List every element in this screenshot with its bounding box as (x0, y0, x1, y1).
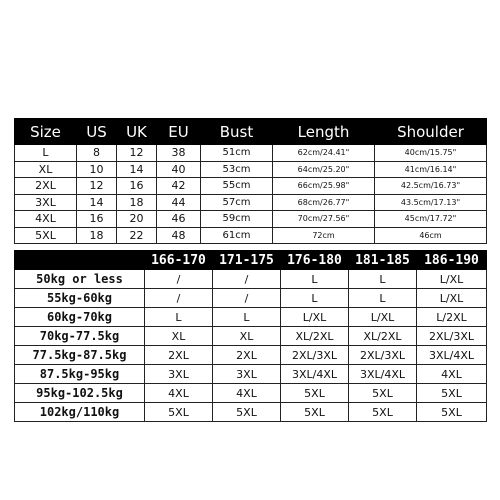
table-cell: 43.5cm/17.13" (375, 194, 487, 211)
table-cell: 2XL/3XL (417, 327, 487, 346)
table-row (15, 145, 487, 162)
weight-cell: 87.5kg-95kg (15, 365, 145, 384)
header-cell: 186-190 (417, 251, 487, 270)
size-chart-header-row (15, 119, 487, 145)
table-cell: 55cm (201, 178, 273, 195)
table-cell: XL (145, 327, 213, 346)
table-cell: 40 (157, 161, 201, 178)
table-row (15, 178, 487, 195)
table-cell: 41cm/16.14" (375, 161, 487, 178)
table-cell: 12 (117, 145, 157, 162)
table-cell: / (145, 289, 213, 308)
table-cell: 46cm (375, 227, 487, 244)
table-cell: 66cm/25.98" (273, 178, 375, 195)
size-chart-table (14, 118, 487, 244)
table-cell: 40cm/15.75" (375, 145, 487, 162)
table-row (15, 384, 487, 403)
header-cell: 176-180 (281, 251, 349, 270)
table-cell: 72cm (273, 227, 375, 244)
table-cell: 2XL/3XL (349, 346, 417, 365)
table-cell: L/XL (417, 289, 487, 308)
table-row (15, 365, 487, 384)
header-cell: 166-170 (145, 251, 213, 270)
header-cell (15, 251, 145, 270)
table-cell: XL/2XL (349, 327, 417, 346)
table-cell: 70cm/27.56" (273, 211, 375, 228)
table-cell: L (213, 308, 281, 327)
table-cell: 68cm/26.77" (273, 194, 375, 211)
table-cell: 20 (117, 211, 157, 228)
table-cell: L (349, 270, 417, 289)
table-row (15, 227, 487, 244)
weight-cell: 95kg-102.5kg (15, 384, 145, 403)
table-cell: 44 (157, 194, 201, 211)
table-cell: 45cm/17.72" (375, 211, 487, 228)
table-cell: 18 (117, 194, 157, 211)
table-cell: 5XL (417, 403, 487, 422)
table-cell: 53cm (201, 161, 273, 178)
table-cell: / (213, 270, 281, 289)
table-cell: 5XL (15, 227, 77, 244)
table-cell: 14 (77, 194, 117, 211)
table-cell: 5XL (145, 403, 213, 422)
table-cell: 3XL (15, 194, 77, 211)
table-cell: L (281, 270, 349, 289)
table-cell: XL (15, 161, 77, 178)
table-cell: 2XL (15, 178, 77, 195)
table-cell: 62cm/24.41" (273, 145, 375, 162)
table-cell: 3XL (213, 365, 281, 384)
table-cell: L/XL (417, 270, 487, 289)
table-cell: 57cm (201, 194, 273, 211)
table-row (15, 270, 487, 289)
table-row (15, 403, 487, 422)
table-cell: 2XL/3XL (281, 346, 349, 365)
table-cell: 2XL (145, 346, 213, 365)
table-cell: 4XL (15, 211, 77, 228)
table-row (15, 308, 487, 327)
table-cell: L (15, 145, 77, 162)
weight-cell: 77.5kg-87.5kg (15, 346, 145, 365)
table-cell: 59cm (201, 211, 273, 228)
table-cell: 18 (77, 227, 117, 244)
header-cell: Bust (201, 119, 273, 145)
table-cell: 16 (77, 211, 117, 228)
header-cell: Size (15, 119, 77, 145)
table-cell: 2XL (213, 346, 281, 365)
weight-cell: 102kg/110kg (15, 403, 145, 422)
table-cell: L/XL (281, 308, 349, 327)
table-cell: XL/2XL (281, 327, 349, 346)
table-cell: 5XL (281, 384, 349, 403)
table-cell: 3XL/4XL (349, 365, 417, 384)
table-cell: 8 (77, 145, 117, 162)
header-cell: Shoulder (375, 119, 487, 145)
recommendation-header-row (15, 251, 487, 270)
table-cell: 14 (117, 161, 157, 178)
table-cell: 12 (77, 178, 117, 195)
header-cell: Length (273, 119, 375, 145)
table-cell: 42 (157, 178, 201, 195)
weight-cell: 70kg-77.5kg (15, 327, 145, 346)
header-cell: UK (117, 119, 157, 145)
table-row (15, 211, 487, 228)
table-cell: 5XL (417, 384, 487, 403)
header-cell: EU (157, 119, 201, 145)
header-cell: 181-185 (349, 251, 417, 270)
table-cell: 64cm/25.20" (273, 161, 375, 178)
table-cell: / (145, 270, 213, 289)
table-cell: 42.5cm/16.73" (375, 178, 487, 195)
table-cell: XL (213, 327, 281, 346)
table-row (15, 289, 487, 308)
table-cell: / (213, 289, 281, 308)
table-cell: 10 (77, 161, 117, 178)
table-cell: L/XL (349, 308, 417, 327)
weight-cell: 60kg-70kg (15, 308, 145, 327)
table-cell: L/2XL (417, 308, 487, 327)
table-cell: 5XL (213, 403, 281, 422)
table-cell: 22 (117, 227, 157, 244)
header-cell: US (77, 119, 117, 145)
table-row (15, 346, 487, 365)
table-cell: 3XL (145, 365, 213, 384)
table-cell: 5XL (349, 384, 417, 403)
header-cell: 171-175 (213, 251, 281, 270)
table-row (15, 327, 487, 346)
weight-cell: 50kg or less (15, 270, 145, 289)
table-cell: L (349, 289, 417, 308)
table-row (15, 161, 487, 178)
table-cell: 38 (157, 145, 201, 162)
table-cell: 4XL (417, 365, 487, 384)
table-cell: 5XL (281, 403, 349, 422)
table-cell: L (281, 289, 349, 308)
table-cell: 61cm (201, 227, 273, 244)
table-cell: 46 (157, 211, 201, 228)
table-cell: 4XL (145, 384, 213, 403)
table-cell: 3XL/4XL (281, 365, 349, 384)
weight-cell: 55kg-60kg (15, 289, 145, 308)
table-cell: 16 (117, 178, 157, 195)
table-row (15, 194, 487, 211)
size-recommendation-table (14, 250, 487, 422)
table-cell: 4XL (213, 384, 281, 403)
table-cell: L (145, 308, 213, 327)
table-cell: 5XL (349, 403, 417, 422)
table-cell: 51cm (201, 145, 273, 162)
table-cell: 48 (157, 227, 201, 244)
table-cell: 3XL/4XL (417, 346, 487, 365)
